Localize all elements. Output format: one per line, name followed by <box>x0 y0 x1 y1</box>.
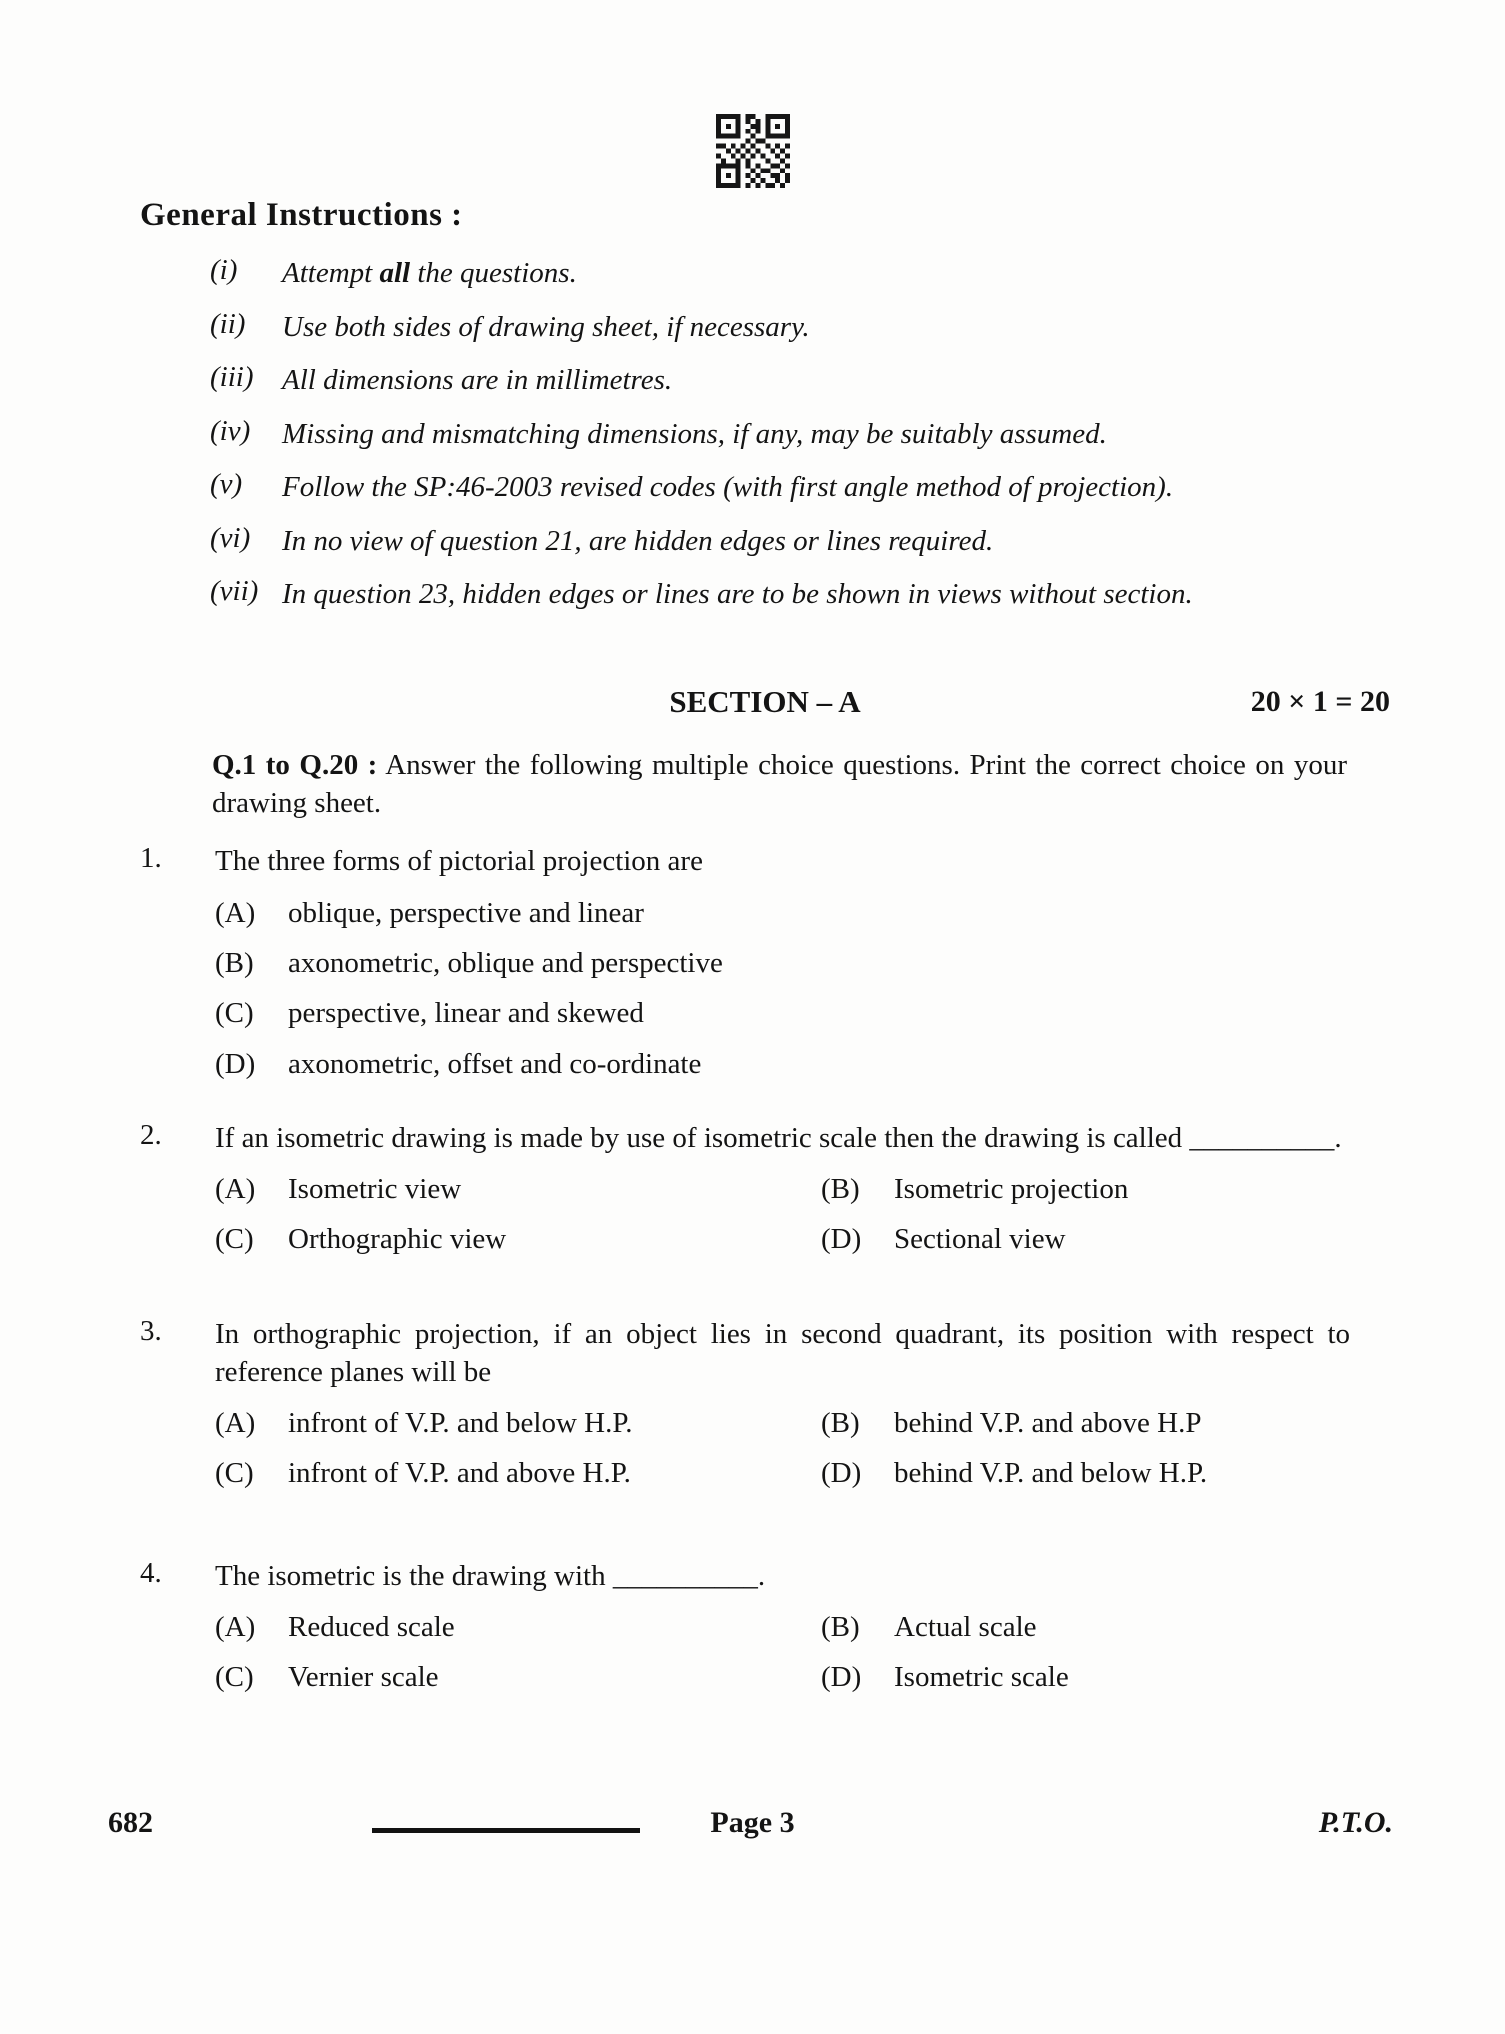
option-text: Orthographic view <box>288 1223 507 1256</box>
option-a <box>215 1170 821 1208</box>
options-list <box>215 894 1350 1083</box>
option-text: Isometric projection <box>894 1173 1129 1206</box>
qr-code-icon <box>716 113 790 189</box>
option-text: Reduced scale <box>288 1610 455 1643</box>
option-label: (D) <box>821 1223 862 1256</box>
option-label: (C) <box>215 997 254 1030</box>
question-body <box>215 1315 1350 1505</box>
instruction-text: In no view of question 21, are hidden edges or lines required. <box>282 524 994 557</box>
intro-text: Answer the following multiple choice questions. Print the correct choice on your drawing sheet. <box>212 748 1347 820</box>
option-label: (A) <box>215 896 256 929</box>
section-a-title: SECTION – A <box>669 683 861 719</box>
question-text: The three forms of pictorial projection are <box>215 845 703 878</box>
option-a <box>215 894 1350 932</box>
instruction-text: All dimensions are in millimetres. <box>282 364 673 397</box>
question-body <box>215 842 1350 1094</box>
option-text: perspective, linear and skewed <box>288 997 644 1030</box>
instruction-text-emphasis: all <box>379 257 411 289</box>
option-c <box>215 1658 821 1696</box>
option-label: (B) <box>821 1407 860 1440</box>
question-number: 3. <box>140 1314 162 1347</box>
instruction-number: (iii) <box>210 361 254 394</box>
pto-label: P.T.O. <box>1318 1806 1393 1839</box>
question-number: 1. <box>140 842 162 875</box>
question-4 <box>140 1557 1390 1709</box>
instruction-text-pre: Attempt <box>282 257 380 289</box>
option-label: (B) <box>821 1610 860 1643</box>
page-number: Page 3 <box>710 1806 795 1839</box>
question-number: 2. <box>140 1118 162 1151</box>
option-text: Sectional view <box>894 1223 1066 1256</box>
general-instructions-list <box>210 254 1390 614</box>
option-text: Vernier scale <box>288 1661 439 1694</box>
instruction-text <box>282 254 1390 293</box>
question-body <box>215 1119 1350 1271</box>
intro-range-label: Q.1 to Q.20 : <box>212 748 378 781</box>
page-footer <box>0 1806 1505 1852</box>
question-text: The isometric is the drawing with __________. <box>215 1559 766 1592</box>
question-body <box>215 1557 1350 1709</box>
general-instructions-heading: General Instructions : <box>140 197 463 233</box>
instruction-text: Missing and mismatching dimensions, if any, may be suitably assumed. <box>282 417 1107 450</box>
option-d <box>821 1220 1350 1258</box>
option-text: axonometric, oblique and perspective <box>288 947 723 979</box>
instruction-number: (vii) <box>210 575 259 608</box>
option-text: Actual scale <box>894 1610 1037 1643</box>
option-a <box>215 1608 821 1646</box>
option-c <box>215 1220 821 1258</box>
option-label: (A) <box>215 1407 256 1440</box>
instruction-number: (i) <box>210 254 238 286</box>
option-label: (D) <box>821 1457 862 1490</box>
option-text: behind V.P. and below H.P. <box>894 1457 1208 1490</box>
instruction-text-post: the questions. <box>410 257 577 289</box>
question-text: If an isometric drawing is made by use of isometric scale then the drawing is called __________. <box>215 1121 1342 1154</box>
options-grid <box>215 1608 1350 1709</box>
option-text: behind V.P. and above H.P <box>894 1407 1202 1440</box>
option-text: infront of V.P. and above H.P. <box>288 1457 631 1490</box>
option-label: (B) <box>215 947 254 979</box>
option-b <box>821 1170 1350 1208</box>
option-text: axonometric, offset and co-ordinate <box>288 1047 702 1080</box>
instruction-number: (v) <box>210 468 243 501</box>
instruction-item-iii <box>210 361 1390 400</box>
instruction-item-vii <box>210 575 1390 614</box>
question-3 <box>140 1315 1390 1505</box>
section-a-marks: 20 × 1 = 20 <box>1250 684 1390 718</box>
option-text: Isometric scale <box>894 1661 1069 1694</box>
instruction-item-vi <box>210 522 1390 561</box>
option-c <box>215 1454 821 1492</box>
instruction-text: Follow the SP:46-2003 revised codes (with first angle method of projection). <box>282 471 1174 504</box>
option-b <box>821 1608 1350 1646</box>
option-text: oblique, perspective and linear <box>288 896 644 929</box>
option-a <box>215 1404 821 1442</box>
option-label: (A) <box>215 1173 256 1206</box>
option-d <box>821 1454 1350 1492</box>
option-label: (C) <box>215 1223 254 1256</box>
paper-code: 682 <box>108 1806 153 1839</box>
instruction-item-i <box>210 254 1390 293</box>
option-b <box>215 944 1350 982</box>
option-text: infront of V.P. and below H.P. <box>288 1407 633 1440</box>
instruction-number: (vi) <box>210 521 251 554</box>
options-grid <box>215 1170 1350 1271</box>
question-number: 4. <box>140 1556 162 1589</box>
option-b <box>821 1404 1350 1442</box>
option-label: (B) <box>821 1173 860 1206</box>
instruction-text: In question 23, hidden edges or lines are to be shown in views without section. <box>282 578 1193 611</box>
instruction-number: (iv) <box>210 414 251 447</box>
option-d <box>215 1045 1350 1083</box>
section-a-header <box>140 684 1390 720</box>
question-1 <box>140 842 1390 1094</box>
option-label: (C) <box>215 1457 254 1490</box>
option-c <box>215 994 1350 1032</box>
instruction-number: (ii) <box>210 307 246 340</box>
options-grid <box>215 1404 1350 1505</box>
instruction-item-v <box>210 468 1390 507</box>
instruction-text: Use both sides of drawing sheet, if necessary. <box>282 310 810 343</box>
option-label: (D) <box>821 1661 862 1694</box>
section-a-intro <box>212 746 1347 823</box>
question-2 <box>140 1119 1390 1271</box>
option-d <box>821 1658 1350 1696</box>
option-label: (D) <box>215 1047 256 1080</box>
option-label: (A) <box>215 1610 256 1643</box>
question-text: In orthographic projection, if an object lies in second quadrant, its position with respect to reference planes will be <box>215 1317 1350 1388</box>
option-label: (C) <box>215 1661 254 1694</box>
option-text: Isometric view <box>288 1173 462 1206</box>
instruction-item-iv <box>210 415 1390 454</box>
instruction-item-ii <box>210 308 1390 347</box>
